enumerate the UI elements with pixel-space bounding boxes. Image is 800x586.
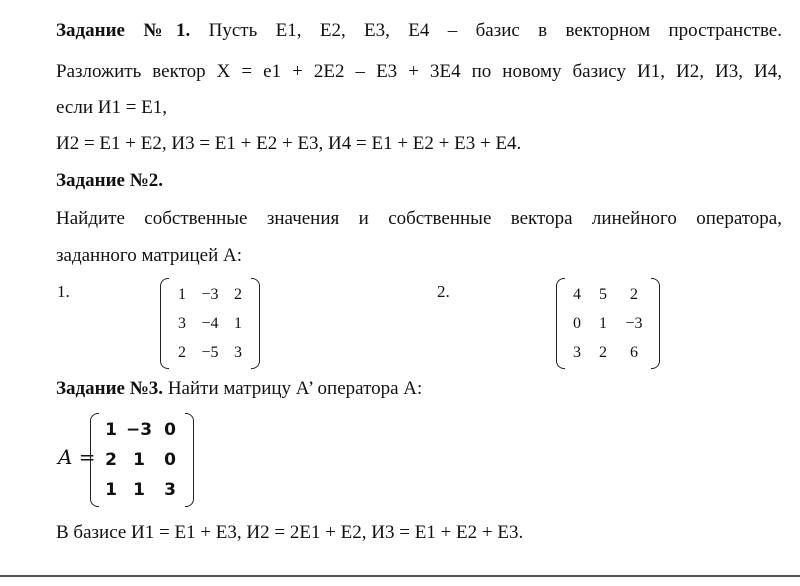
left-paren: [160, 278, 169, 369]
matrix-cell: −3: [625, 315, 643, 332]
task1-line1: [56, 20, 782, 42]
matrix-cell: 1: [178, 286, 186, 303]
matrix-cell: −5: [201, 344, 219, 361]
matrix-cell: 1: [599, 315, 607, 332]
task1-line4: И2 = Е1 + Е2, И3 = Е1 + Е2 + Е3, И4 = Е1 + Е2 + Е3 + Е4.: [56, 133, 522, 154]
cropped-top-text: [48, 0, 518, 4]
matrix-cell: 0: [573, 315, 581, 332]
matrix-cell: 1: [105, 420, 117, 440]
task2-line1: Найдите собственные значения и собственные вектора линейного оператора,: [56, 208, 782, 229]
item2-label: 2.: [437, 282, 450, 301]
task3-heading: Задание №3.: [56, 378, 164, 399]
matrix-a: [100, 415, 184, 505]
right-paren: [251, 278, 260, 369]
page-divider: [0, 575, 800, 577]
matrix-2: [566, 280, 650, 367]
right-paren: [651, 278, 660, 369]
left-paren: [90, 413, 99, 507]
matrix-cell: 5: [599, 286, 607, 303]
matrix-cell: 1: [105, 480, 117, 500]
item1-label: 1.: [57, 282, 70, 301]
matrix-cell: 2: [630, 286, 638, 303]
task1-heading: Задание №1.: [56, 20, 191, 41]
task3-heading-line: [56, 378, 422, 400]
matrix-cell: 2: [105, 450, 117, 470]
task2-heading: Задание №2.: [56, 170, 164, 191]
matrix-a-label: A =: [58, 445, 96, 469]
task2-line2: заданного матрицей А:: [56, 245, 243, 266]
matrix-cell: −3: [125, 420, 153, 440]
task2-heading-line: [56, 170, 163, 192]
matrix-1: [170, 280, 250, 367]
matrix-cell: 2: [234, 286, 242, 303]
task1-line3: если И1 = Е1,: [56, 97, 168, 118]
matrix-cell: 4: [573, 286, 581, 303]
matrix-cell: 1: [133, 450, 145, 470]
matrix-cell: −4: [201, 315, 219, 332]
matrix-cell: 1: [234, 315, 242, 332]
matrix-cell: 3: [178, 315, 186, 332]
left-paren: [556, 278, 565, 369]
right-paren: [185, 413, 194, 507]
matrix-cell: 2: [178, 344, 186, 361]
matrix-cell: 3: [164, 480, 176, 500]
matrix-cell: 3: [573, 344, 581, 361]
task3-basis-line: В базисе И1 = Е1 + Е3, И2 = 2Е1 + Е2, И3 = Е1 + Е2 + Е3.: [56, 522, 524, 543]
matrix-cell: 3: [234, 344, 242, 361]
matrix-cell: 1: [133, 480, 145, 500]
task3-heading-rest: Найти матрицу А’ оператора А:: [163, 378, 423, 399]
task1-line2: Разложить вектор X = e1 + 2E2 – E3 + 3E4 по новому базису И1, И2, И3, И4,: [56, 61, 782, 82]
task1-intro: Пусть Е1, Е2, Е3, Е4 – базис в векторном пространстве.: [190, 20, 782, 41]
matrix-cell: 0: [164, 420, 176, 440]
matrix-cell: 0: [164, 450, 176, 470]
matrix-cell: −3: [201, 286, 219, 303]
matrix-cell: 6: [630, 344, 638, 361]
matrix-cell: 2: [599, 344, 607, 361]
